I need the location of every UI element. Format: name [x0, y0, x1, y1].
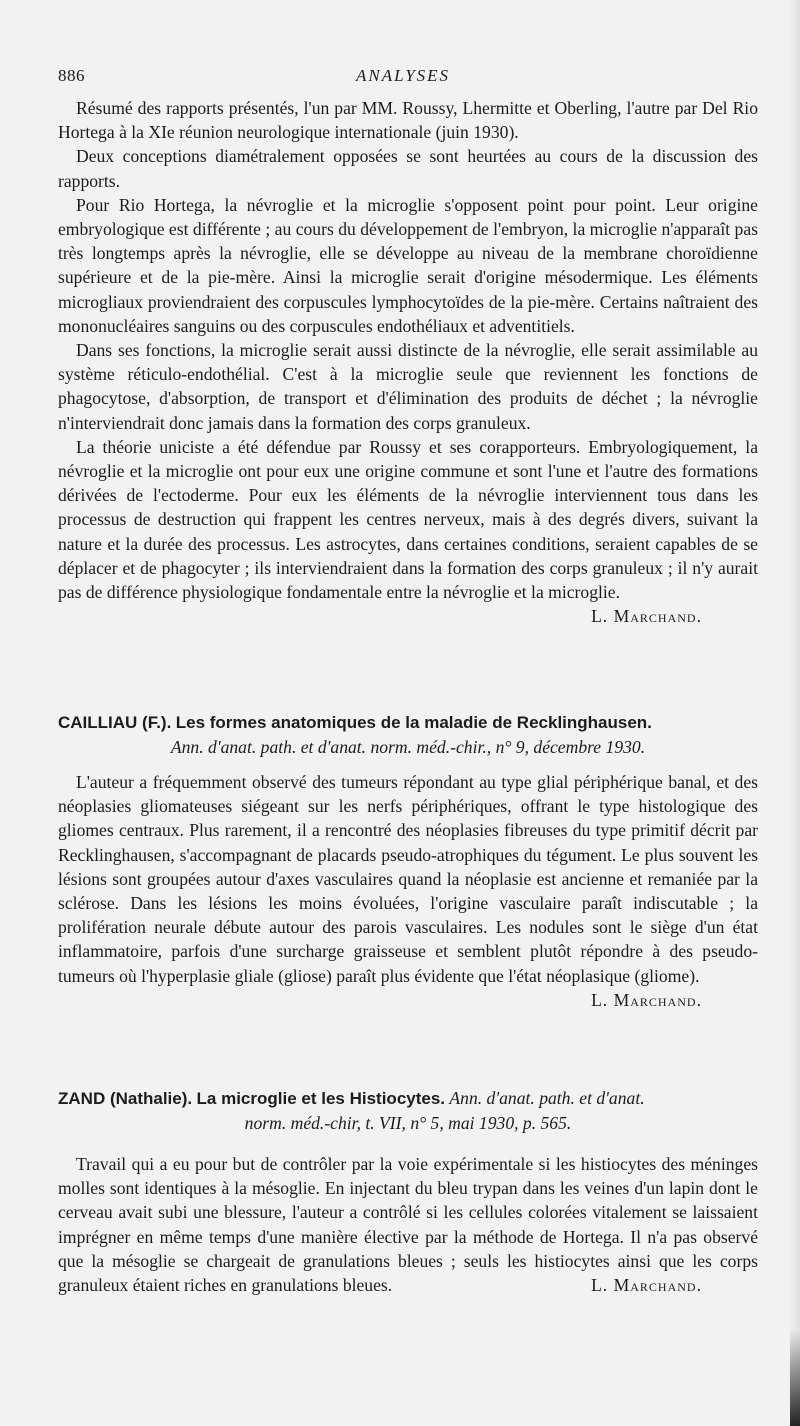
page-edge-shadow	[788, 0, 800, 1426]
section1-paragraph	[58, 435, 758, 627]
entry-paragraph	[58, 1152, 758, 1297]
page-number: 886	[58, 66, 85, 85]
entry-title: La microglie et les Histiocytes.	[196, 1089, 446, 1108]
entry-reference: Ann. d'anat. path. et d'anat.	[449, 1088, 645, 1108]
entry-zand-text	[58, 1152, 758, 1297]
entry-paragraph	[58, 770, 758, 1010]
entry-author: ZAND (Nathalie).	[58, 1089, 193, 1108]
signature: L. Marchand.	[591, 1275, 702, 1296]
entry-author: CAILLIAU (F.).	[58, 713, 172, 732]
entry-title: Les formes anatomiques de la maladie de Recklinghausen.	[175, 713, 652, 732]
section1-text	[58, 96, 758, 628]
entry-reference-continued: norm. méd.-chir, t. VII, n° 5, mai 1930, p. 565.	[244, 1113, 572, 1133]
page-edge-dark	[790, 1330, 800, 1426]
entry-cailliau-heading	[58, 710, 758, 759]
entry-paragraph-text: L'auteur a fréquemment observé des tumeurs répondant au type glial périphérique banal, et des néoplasies gliomateuses siégeant sur les nerfs périphériques, offrant le type histologique des gliomes centraux. Plus rarement, il a rencontré des néoplasies fibreuses du type primitif décrit par Recklinghausen, s'accompagnant de placards pseudo-atrophiques du tégument. Le plus souvent les lésions sont groupées autour d'axes vasculaires quand la néoplasie est ancienne et remaniée par la sclérose. Dans les lésions les moins évoluées, l'origine vasculaire paraît indiscutable ; la prolifération neurale débute autour des parois vasculaires. Les nodules sont le siège d'un état inflammatoire, parfois d'une surcharge graisseuse et semblent plutôt répondre à des pseudo-tumeurs où l'hyperplasie gliale (gliose) paraît plus évidente que l'état néoplasique (gliome).	[58, 772, 758, 986]
section1-paragraph: Deux conceptions diamétralement opposées se sont heurtées au cours de la discussion des rapports.	[58, 146, 758, 191]
signature: L. Marchand.	[591, 606, 702, 627]
section1-paragraph-text: La théorie uniciste a été défendue par Roussy et ses corapporteurs. Embryologiquement, la névroglie et la microglie ont pour eux une origine commune et sont l'une et l'autre des formations dérivées de l'ectoderme. Pour eux les éléments de la névroglie interviennent tous dans les processus de destruction qui frappent les centres nerveux, mais à des degrés divers, suivant la nature et la durée des processus. Les astrocytes, dans certaines conditions, seraient capables de se déplacer et de phagocyter ; ils interviendraient dans la formation des corps granuleux ; il n'y aurait pas de différence physiologique fondamentale entre la névroglie et la microglie.	[58, 436, 758, 603]
page-header	[58, 66, 748, 90]
entry-cailliau-text	[58, 770, 758, 1012]
section1-paragraph: Pour Rio Hortega, la névroglie et la microglie s'opposent point pour point. Leur origine embryologique est différente ; au cours du développement de l'embryon, la microglie n'apparaît pas très longtemps après la névroglie, elle se développe au niveau de la membrane choroïdienne supérieure et de la pie-mère. Ainsi la microglie serait d'origine mésodermique. Les éléments microgliaux proviendraient des corpuscules lymphocytoïdes de la pie-mère. Certains naîtraient des mononucléaires sanguins ou des corpuscules endothéliaux et adventitiels.	[58, 194, 758, 336]
entry-paragraph-text: Travail qui a eu pour but de contrôler par la voie expérimentale si les histiocytes des méninges molles sont identiques à la mésoglie. En injectant du bleu trypan dans les veines d'un lapin dont le cerveau avait subi une blessure, l'auteur a contrôlé si les cellules colorées vitalement se laissaient imprégner en même temps d'une manière élective par la méthode de Hortega. Il n'a pas observé que la mésoglie se chargeait de granulations bleues ; seuls les histiocytes ainsi que les corps granuleux étaient riches en granulations bleues.	[58, 1154, 758, 1296]
section1-paragraph: Résumé des rapports présentés, l'un par MM. Roussy, Lhermitte et Oberling, l'autre par Del Rio Hortega à la XIe réunion neurologique internationale (juin 1930).	[58, 98, 758, 143]
entry-zand-heading	[58, 1086, 758, 1135]
running-head: ANALYSES	[355, 66, 451, 85]
section1-paragraph: Dans ses fonctions, la microglie serait aussi distincte de la névroglie, elle serait assimilable au système réticulo-endothélial. C'est à la microglie seule que reviennent les fonctions de phagocytose, d'absorption, de transport et d'élimination des produits de déchet ; la névroglie n'interviendrait donc jamais dans la formation des corps granuleux.	[58, 340, 758, 433]
signature: L. Marchand.	[591, 989, 702, 1010]
entry-reference: Ann. d'anat. path. et d'anat. norm. méd.-chir., n° 9, décembre 1930.	[170, 737, 646, 757]
